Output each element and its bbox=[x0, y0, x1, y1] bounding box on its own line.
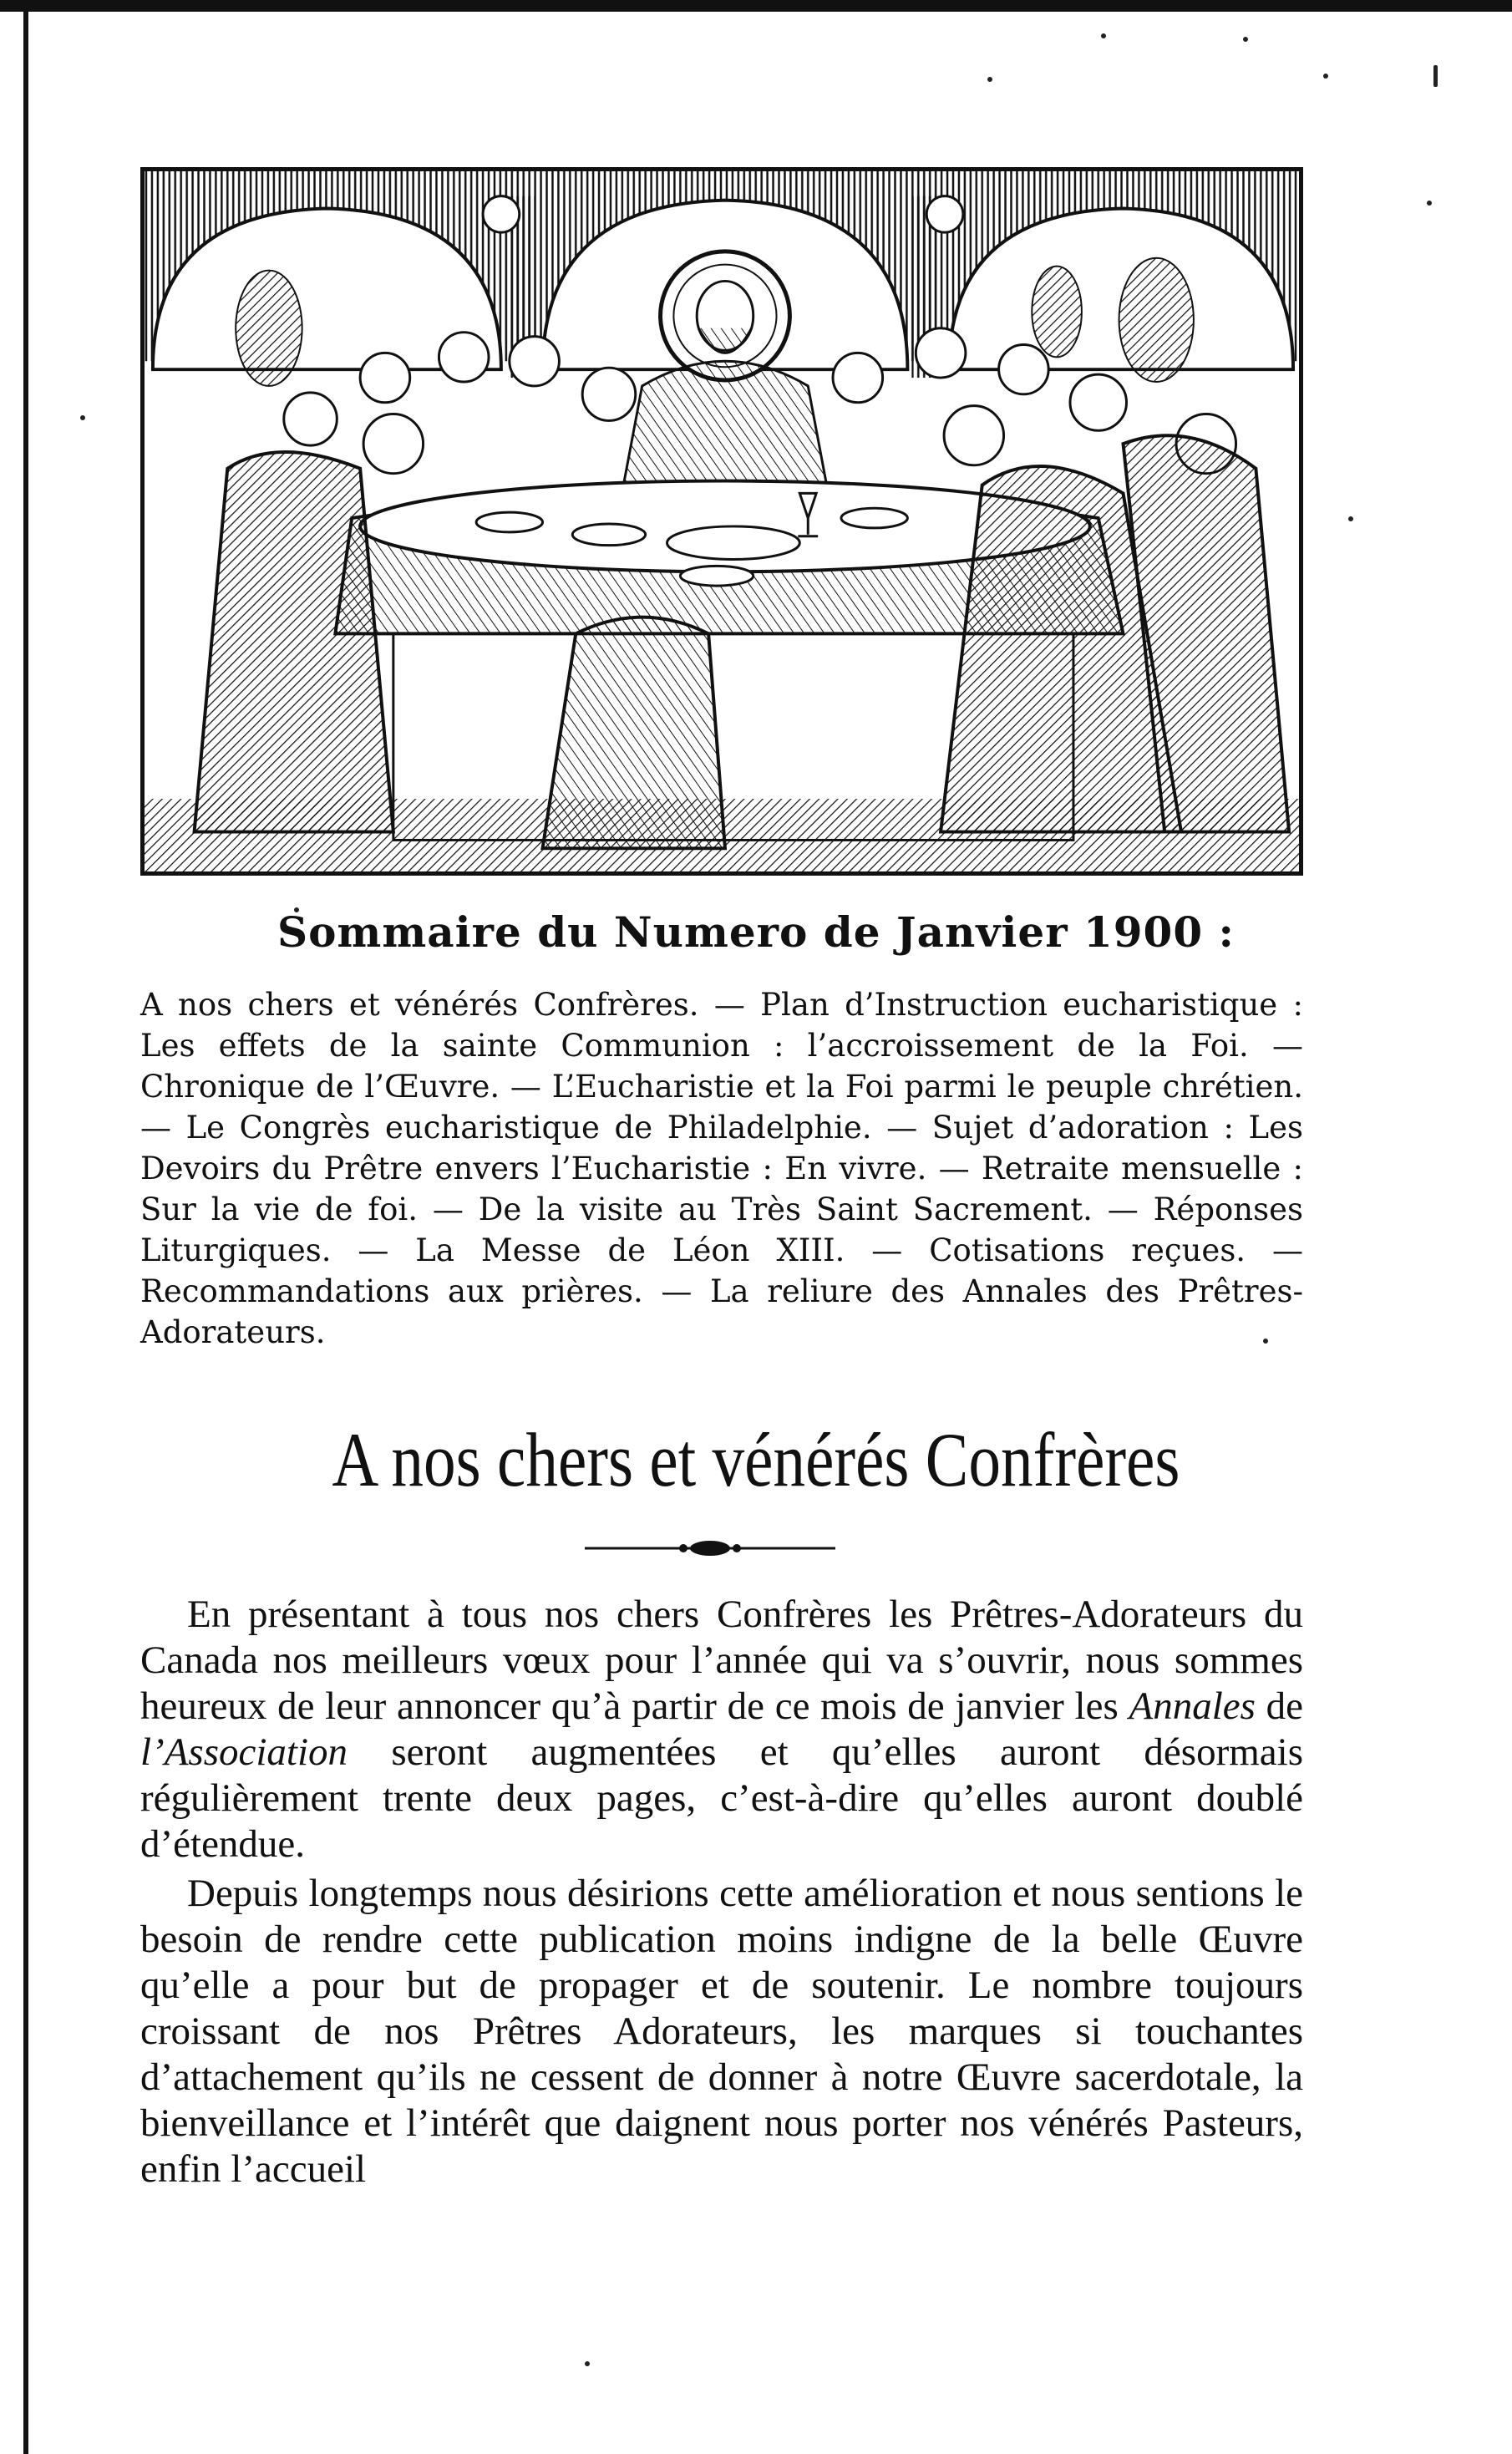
italic-title-association: l’Association bbox=[140, 1730, 348, 1774]
last-supper-illustration bbox=[140, 167, 1303, 876]
sommaire-contents: A nos chers et vénérés Confrères. — Plan d’Instruction eucharistique : Les effets de la sainte Communion : l’accroissement de la Foi. — Chronique de l’Œuvre. — L’Eucharistie et la Foi parmi le peuple chrétien. — Le Congrès eucharistique de Philadelphie. — Sujet d’adoration : Les Devoirs du Prêtre envers l’Eucharistie : En vivre. — Retraite mensuelle : Sur la vie de foi. — De la visite au Très Saint Sacrement. — Réponses Liturgiques. — La Messe de Léon XIII. — Cotisations reçues. — Recommandations aux prières. — La reliure des Annales des Prêtres-Adorateurs. bbox=[140, 987, 1303, 1350]
print-speck bbox=[1243, 37, 1248, 42]
ornament-divider bbox=[585, 1537, 835, 1559]
print-speck bbox=[1348, 516, 1353, 521]
page-top-edge bbox=[0, 0, 1512, 12]
paragraph: Depuis longtemps nous désirions cette amélioration et nous sentions le besoin de rendre cette publication moins indigne de la belle Œuvre qu’elle a pour but de propager et de soutenir. Le nombre toujours croissant de nos Prêtres Adorateurs, les marques si touchantes d’attachement qu’ils ne cessent de donner à notre Œuvre sacerdotale, la bienveillance et l’intérêt que daignent nous porter nos vénérés Pasteurs, enfin l’accueil bbox=[140, 1872, 1303, 2191]
page-left-edge bbox=[23, 0, 28, 2454]
print-speck bbox=[80, 415, 85, 420]
print-speck bbox=[1427, 201, 1432, 206]
print-speck bbox=[1323, 74, 1328, 79]
print-speck bbox=[1433, 65, 1438, 87]
italic-title-annales: Annales bbox=[1129, 1684, 1256, 1728]
paragraph: En présentant à tous nos chers Confrères les Prêtres-Adorateurs du Canada nos meilleurs vœux pour l’année qui va s’ouvrir, nous sommes heureux de leur annoncer qu’à partir de ce mois de janvier les Annales de l’Association seront augmentées et qu’elles auront désormais régulièrement trente deux pages, c’est-à-dire qu’elles auront doublé d’étendue. bbox=[140, 1593, 1303, 1866]
sommaire-title: Sommaire du Numero de Janvier 1900 : bbox=[277, 907, 1235, 957]
print-speck bbox=[1101, 33, 1106, 38]
print-speck bbox=[987, 77, 992, 82]
article-headline: A nos chers et vénérés Confrères bbox=[332, 1417, 1180, 1502]
print-speck bbox=[585, 2361, 590, 2366]
last-supper-engraving bbox=[145, 171, 1299, 871]
article-body bbox=[140, 1592, 1303, 2192]
